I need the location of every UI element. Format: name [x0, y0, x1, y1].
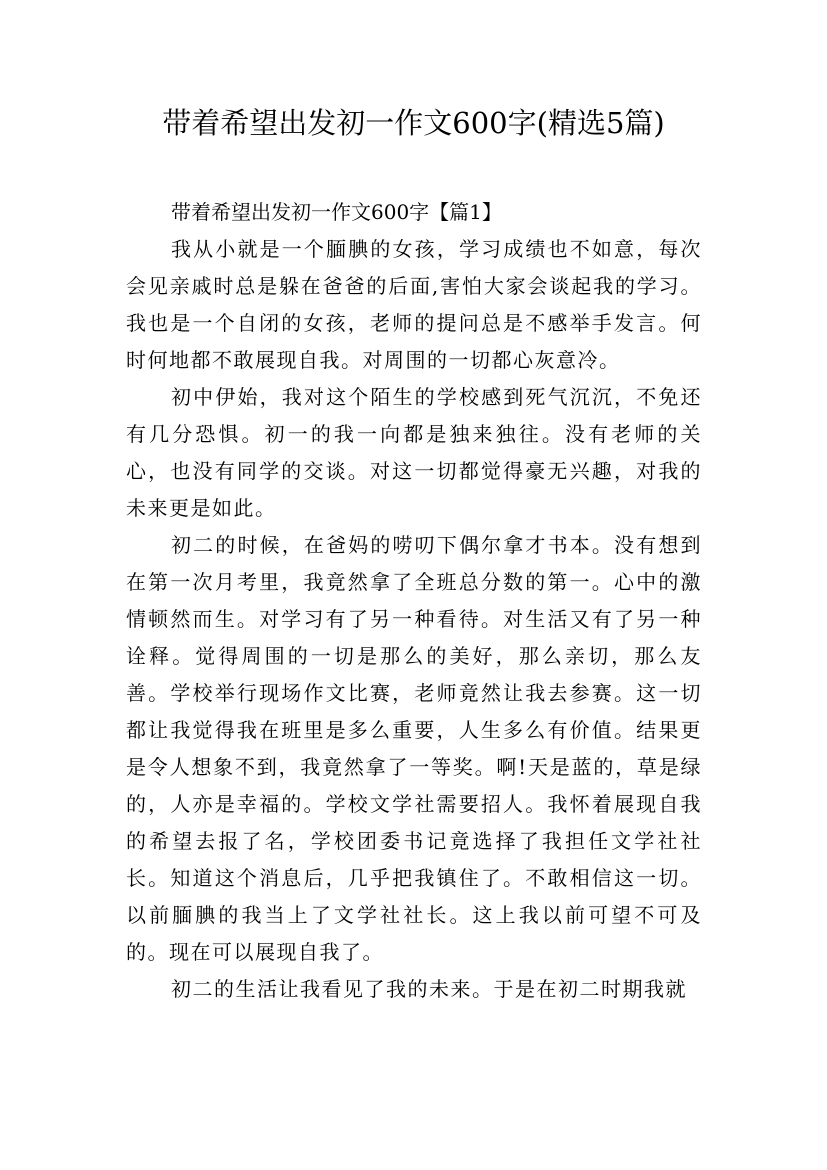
paragraph-4: 初二的生活让我看见了我的未来。于是在初二时期我就: [171, 977, 687, 1001]
paragraph-2: 初中伊始，我对这个陌生的学校感到死气沉沉，不免还有几分恐惧。初一的我一向都是独来独往。没有老师的关心，也没有同学的交谈。对这一切都觉得豪无兴趣，对我的未来更是如此。: [126, 385, 702, 520]
paragraph-1: 我从小就是一个腼腆的女孩，学习成绩也不如意，每次会见亲戚时总是躲在爸爸的后面,害怕大家会谈起我的学习。我也是一个自闭的女孩，老师的提问总是不感举手发言。何时何地都不敢展现自我。对周围的一切都心灰意冷。: [126, 237, 702, 372]
document-title: 带着希望出发初一作文600字(精选5篇): [162, 106, 665, 140]
paragraph-3: 初二的时候，在爸妈的唠叨下偶尔拿才书本。没有想到在第一次月考里，我竟然拿了全班总分数的第一。心中的激情顿然而生。对学习有了另一种看待。对生活又有了另一种诠释。觉得周围的一切是那么的美好，那么亲切，那么友善。学校举行现场作文比赛，老师竟然让我去参赛。这一切都让我觉得我在班里是多么重要，人生多么有价值。结果更是令人想象不到，我竟然拿了一等奖。啊!天是蓝的，草是绿的，人亦是幸福的。学校文学社需要招人。我怀着展现自我的希望去报了名，学校团委书记竟选择了我担任文学社社长。知道这个消息后，几乎把我镇住了。不敢相信这一切。以前腼腆的我当上了文学社社长。这上我以前可望不可及的。现在可以展现自我了。: [126, 533, 702, 964]
article-body: [126, 194, 702, 1008]
section-heading: 带着希望出发初一作文600字【篇1】: [171, 200, 502, 224]
